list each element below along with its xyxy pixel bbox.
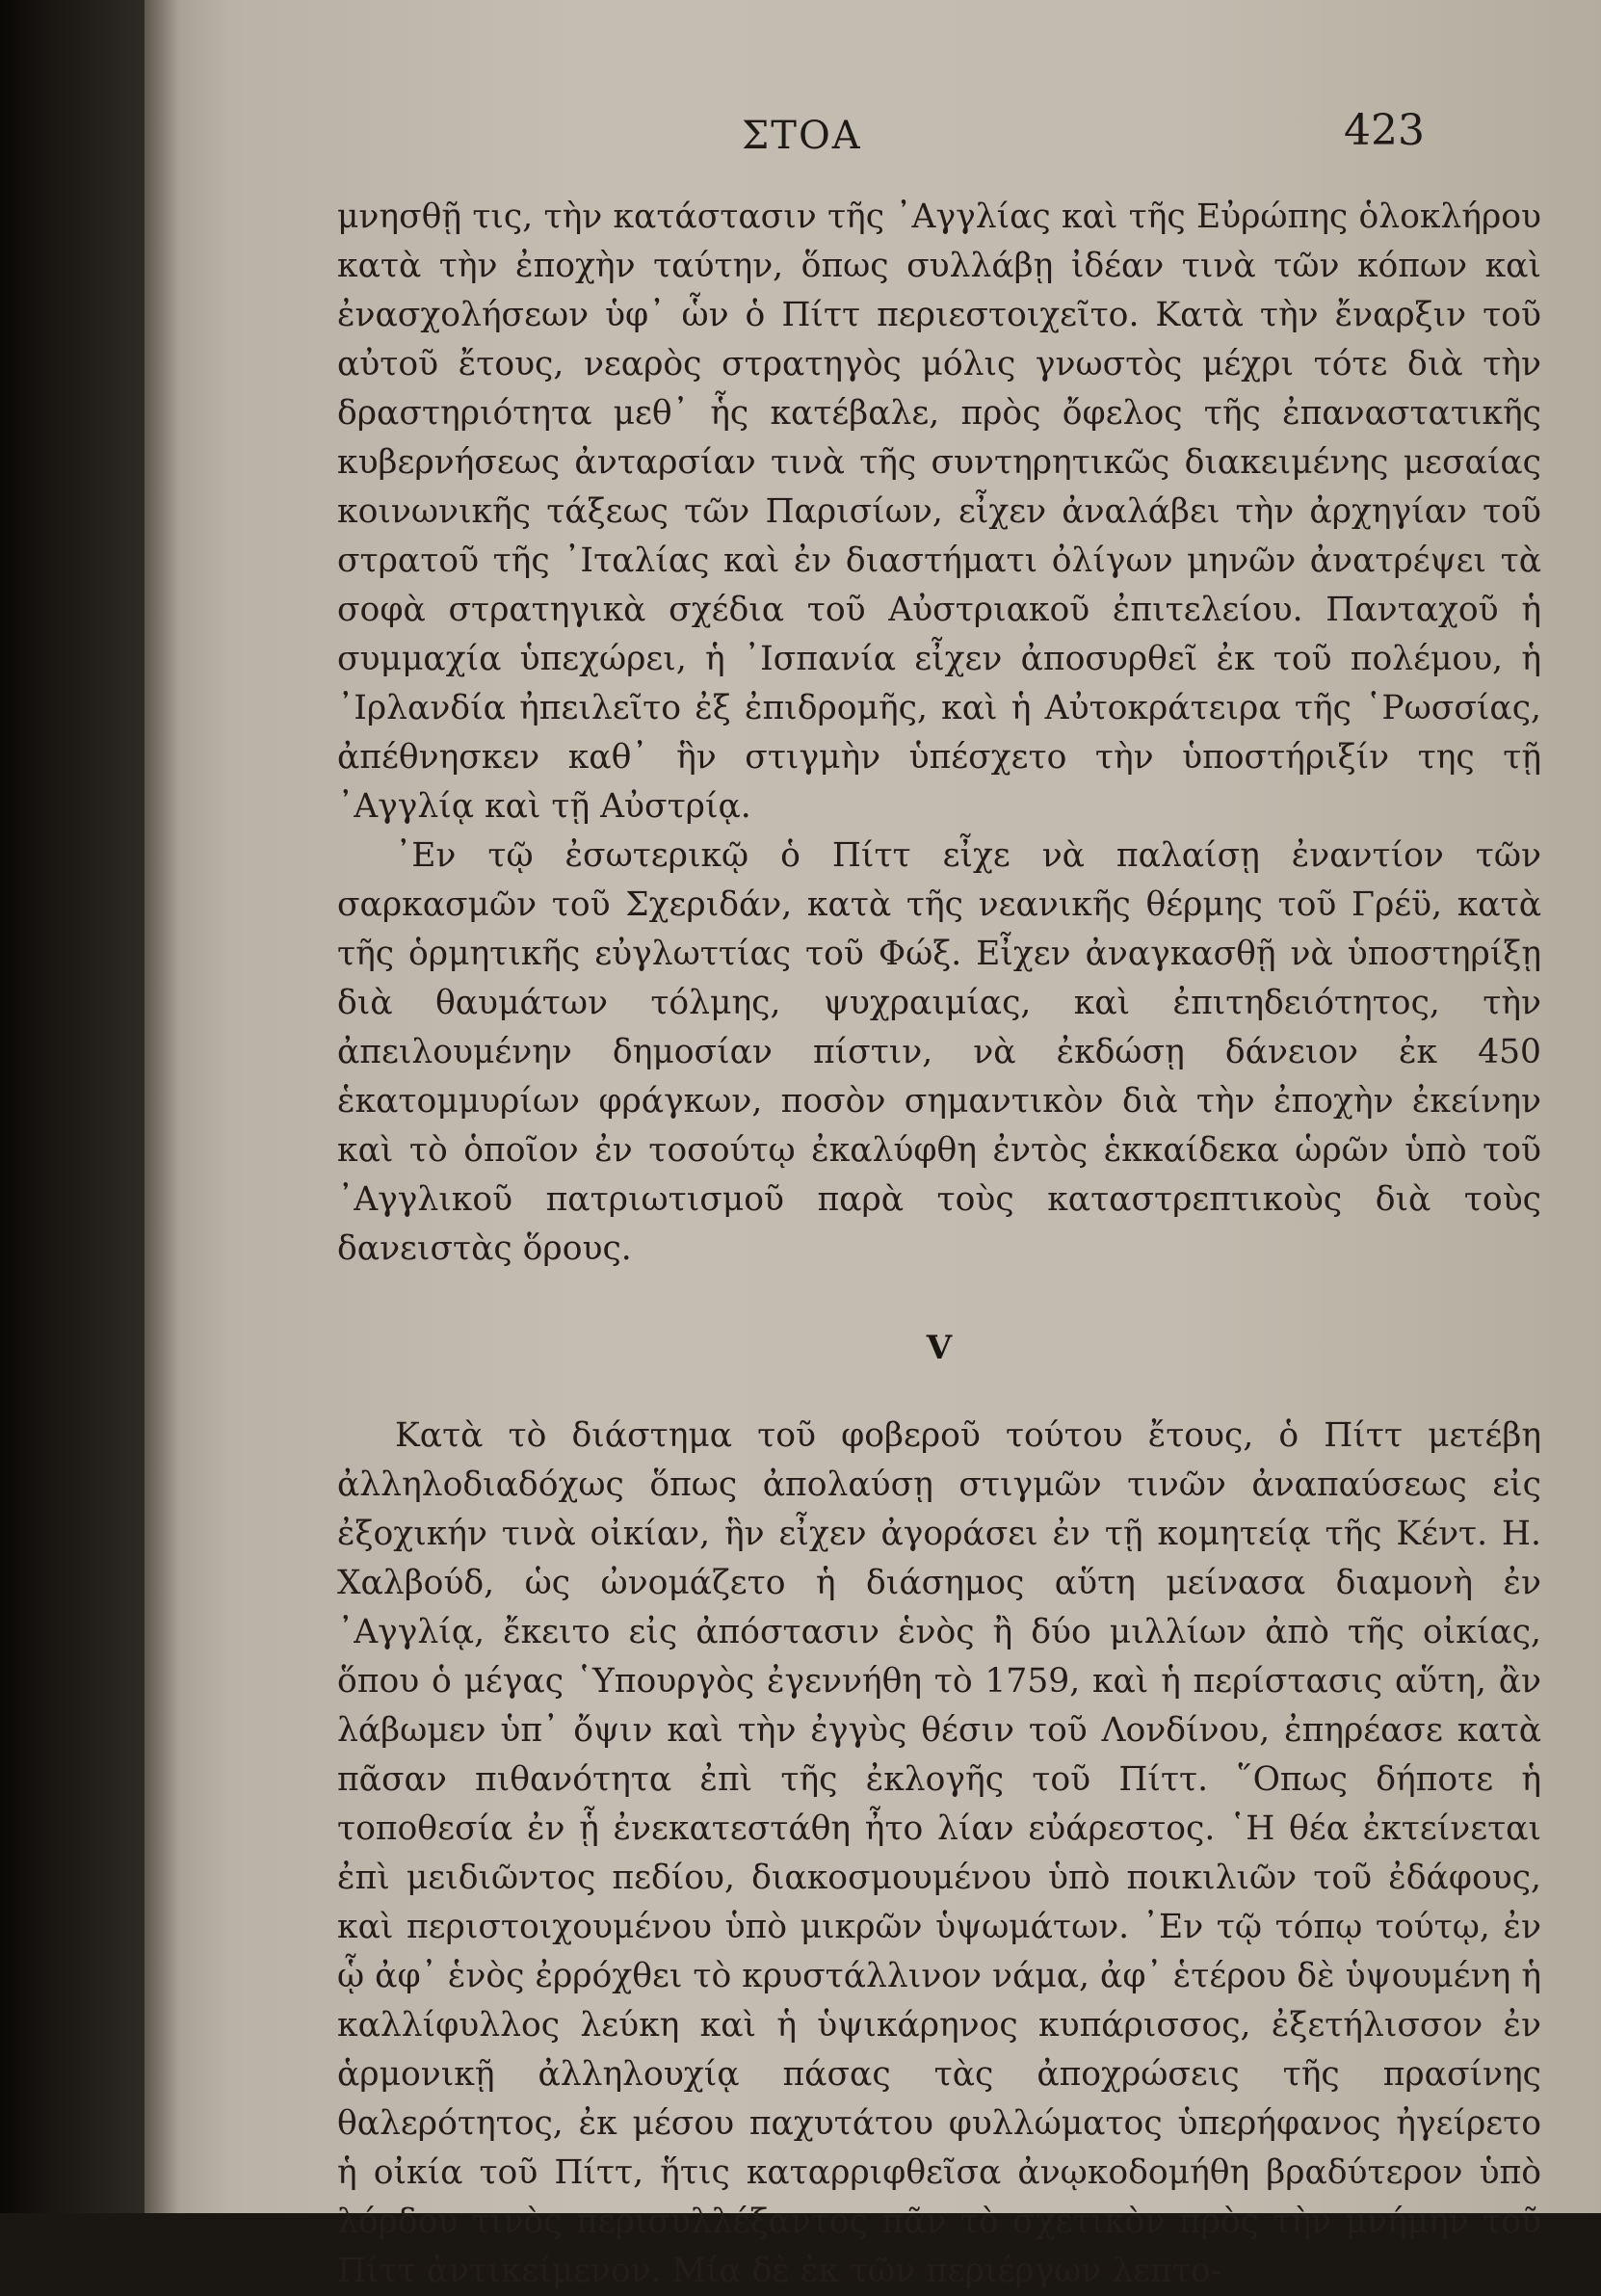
section-number: V: [926, 1329, 953, 1367]
page-header: [144, 106, 1601, 173]
paragraph: μνησθῇ τις, τὴν κατάστασιν τῆς ᾿Αγγλίας καὶ τῆς Εὐρώπης ὁλοκλήρου κατὰ τὴν ἐποχὴν ταύτην, ὅπως συλλάβῃ ἰδέαν τινὰ τῶν κόπων καὶ ἐνασχολήσεων ὑφ᾿ ὧν ὁ Πίττ περιεστοιχεῖτο. Κατὰ τὴν ἔναρξιν τοῦ αὐτοῦ ἔτους, νεαρὸς στρατηγὸς μόλις γνωστὸς μέχρι τότε διὰ τὴν δραστηριότητα μεθ᾿ ἧς κατέβαλε, πρὸς ὄφελος τῆς ἐπαναστατικῆς κυβερνήσεως ἀνταρσίαν τινὰ τῆς συντηρητικῶς διακειμένης μεσαίας κοινωνικῆς τάξεως τῶν Παρισίων, εἶχεν ἀναλάβει τὴν ἀρχηγίαν τοῦ στρατοῦ τῆς ᾿Ιταλίας καὶ ἐν διαστήματι ὀλίγων μηνῶν ἀνατρέψει τὰ σοφὰ στρατηγικὰ σχέδια τοῦ Αὐστριακοῦ ἐπιτελείου. Πανταχοῦ ἡ συμμαχία ὑπεχώρει, ἡ ᾿Ισπανία εἶχεν ἀποσυρθεῖ ἐκ τοῦ πολέμου, ἡ ᾿Ιρλανδία ἠπειλεῖτο ἐξ ἐπιδρομῆς, καὶ ἡ Αὐτοκράτειρα τῆς ῾Ρωσσίας, ἀπέθνησκεν καθ᾿ ἣν στιγμὴν ὑπέσχετο τὴν ὑποστήριξίν της τῇ ᾿Αγγλίᾳ καὶ τῇ Αὐστρίᾳ.: [337, 198, 1541, 826]
book-binding-gutter: [0, 0, 144, 2213]
page-number: 423: [1344, 106, 1425, 155]
book-page: [144, 0, 1601, 2290]
body-text: [337, 193, 1541, 2296]
running-title: ΣΤΟΑ: [742, 114, 862, 158]
paragraph: Κατὰ τὸ διάστημα τοῦ φοβεροῦ τούτου ἔτους, ὁ Πίττ μετέβη ἀλληλοδιαδόχως ὅπως ἀπολαύσῃ στιγμῶν τινῶν ἀναπαύσεως εἰς ἐξοχικήν τινὰ οἰκίαν, ἣν εἶχεν ἀγοράσει ἐν τῇ κομητείᾳ τῆς Κέντ. Η. Χαλβούδ, ὡς ὠνομάζετο ἡ διάσημος αὕτη μείνασα διαμονὴ ἐν ᾿Αγγλίᾳ, ἔκειτο εἰς ἀπόστασιν ἑνὸς ἢ δύο μιλλίων ἀπὸ τῆς οἰκίας, ὅπου ὁ μέγας ῾Υπουργὸς ἐγεννήθη τὸ 1759, καὶ ἡ περίστασις αὕτη, ἂν λάβωμεν ὑπ᾿ ὄψιν καὶ τὴν ἐγγὺς θέσιν τοῦ Λονδίνου, ἐπηρέασε κατὰ πᾶσαν πιθανότητα ἐπὶ τῆς ἐκλογῆς τοῦ Πίττ. ῞Οπως δήποτε ἡ τοποθεσία ἐν ᾗ ἐνεκατεστάθη ἦτο λίαν εὐάρεστος. ῾Η θέα ἐκτείνεται ἐπὶ μειδιῶντος πεδίου, διακοσμουμένου ὑπὸ ποικιλιῶν τοῦ ἐδάφους, καὶ περιστοιχουμένου ὑπὸ μικρῶν ὑψωμάτων. ᾿Εν τῷ τόπῳ τούτῳ, ἐν ᾧ ἀφ᾿ ἑνὸς ἐρρόχθει τὸ κρυστάλλινον νάμα, ἀφ᾿ ἑτέρου δὲ ὑψουμένη ἡ καλλίφυλλος λεύκη καὶ ἡ ὑψικάρηνος κυπάρισσος, ἐξετήλισσον ἐν ἁρμονικῇ ἀλληλουχίᾳ πάσας τὰς ἀποχρώσεις τῆς πρασίνης θαλερότητος, ἐκ μέσου παχυτάτου φυλλώματος ὑπερήφανος ἠγείρετο ἡ οἰκία τοῦ Πίττ, ἥτις καταρριφθεῖσα ἀνῳκοδομήθη βραδύτερον ὑπὸ λόρδου τινὸς περισυλλέξαντος πᾶν τὸ σχετικὸν πρὸς τὴν μνήμην τοῦ Πίττ ἀντικείμενον. Μία δὲ ἐκ τῶν περιέργων λεπτο-: [337, 1416, 1541, 2290]
paragraph: ᾿Εν τῷ ἐσωτερικῷ ὁ Πίττ εἶχε νὰ παλαίσῃ ἐναντίον τῶν σαρκασμῶν τοῦ Σχεριδάν, κατὰ τῆς νεανικῆς θέρμης τοῦ Γρέϋ, κατὰ τῆς ὁρμητικῆς εὐγλωττίας τοῦ Φώξ. Εἶχεν ἀναγκασθῇ νὰ ὑποστηρίξῃ διὰ θαυμάτων τόλμης, ψυχραιμίας, καὶ ἐπιτηδειότητος, τὴν ἀπειλουμένην δημοσίαν πίστιν, νὰ ἐκδώσῃ δάνειον ἐκ 450 ἑκατομμυρίων φράγκων, ποσὸν σημαντικὸν διὰ τὴν ἐποχὴν ἐκείνην καὶ τὸ ὁποῖον ἐν τοσούτῳ ἐκαλύφθη ἐντὸς ἑκκαίδεκα ὡρῶν ὑπὸ τοῦ ᾿Αγγλικοῦ πατριωτισμοῦ παρὰ τοὺς καταστρεπτικοὺς διὰ τοὺς δανειστὰς ὅρους.: [337, 836, 1541, 1268]
